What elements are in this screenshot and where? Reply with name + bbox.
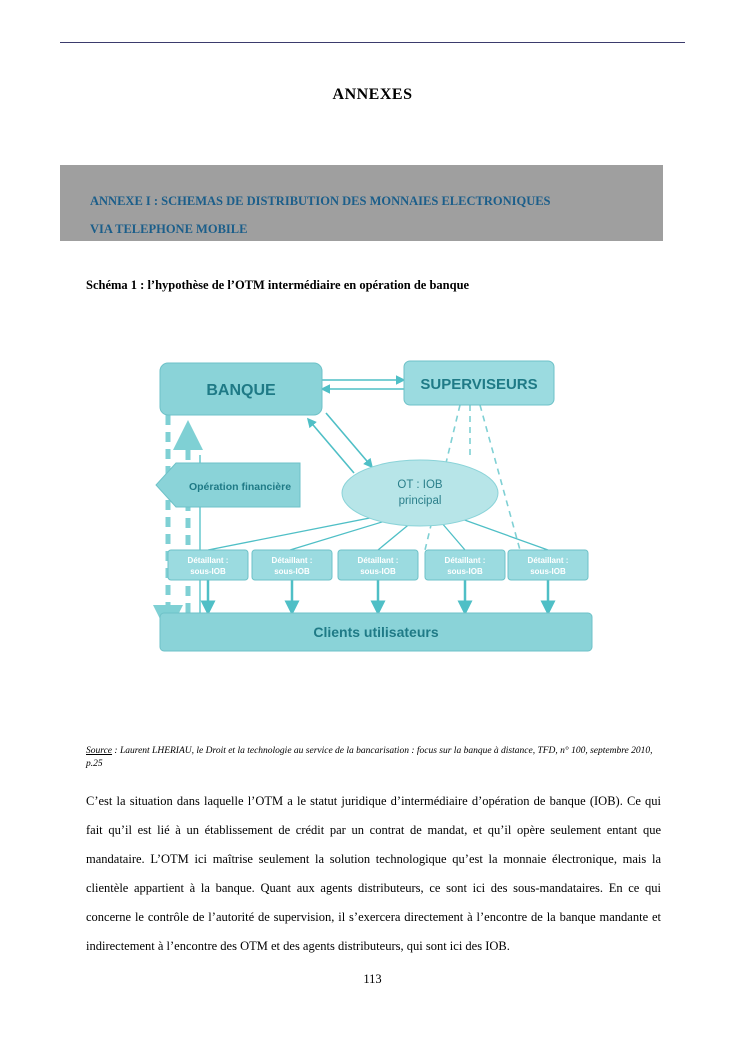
diagram-operation-arrow bbox=[156, 463, 300, 507]
source-note bbox=[86, 745, 661, 771]
diagram-retailer-2 bbox=[252, 550, 332, 580]
retailer-label-line2: sous-IOB bbox=[274, 567, 310, 576]
source-label: Source bbox=[86, 746, 113, 756]
diagram-ot-line1: OT : IOB bbox=[397, 479, 443, 491]
retailer-label-line2: sous-IOB bbox=[447, 567, 483, 576]
diagram-retailer-4 bbox=[425, 550, 505, 580]
diagram-supervisors-label: SUPERVISEURS bbox=[420, 376, 538, 393]
annexe-heading-line1: ANNEXE I : SCHEMAS DE DISTRIBUTION DES MONNAIES ELECTRONIQUES bbox=[90, 194, 551, 208]
retailer-label-line1: Détaillant : bbox=[444, 556, 486, 565]
diagram-bank-box bbox=[160, 363, 322, 415]
page-number: 113 bbox=[363, 972, 382, 986]
retailer-label-line1: Détaillant : bbox=[357, 556, 399, 565]
annexe-heading-band bbox=[60, 165, 663, 241]
page-title: ANNEXES bbox=[332, 86, 413, 103]
diagram-retailer-5 bbox=[508, 550, 588, 580]
diagram-ot-ellipse bbox=[342, 460, 498, 526]
diagram-supervisors-box bbox=[404, 361, 554, 405]
diagram-retailer-3 bbox=[338, 550, 418, 580]
annexe-heading-line2: VIA TELEPHONE MOBILE bbox=[90, 222, 248, 236]
diagram-clients-label: Clients utilisateurs bbox=[313, 624, 439, 640]
source-text: : Laurent LHERIAU, le Droit et la technologie au service de la bancarisation : focus sur la banque à distance, TFD, n° 100, septembre 2010, p.25 bbox=[86, 746, 653, 769]
retailer-label-line2: sous-IOB bbox=[530, 567, 566, 576]
retailer-label-line1: Détaillant : bbox=[187, 556, 229, 565]
annexe-heading-text bbox=[90, 187, 650, 243]
schema-figure bbox=[140, 345, 610, 675]
retailer-label-line2: sous-IOB bbox=[360, 567, 396, 576]
diagram-operation-label: Opération financière bbox=[188, 481, 292, 493]
retailer-label-line2: sous-IOB bbox=[190, 567, 226, 576]
schema-caption: Schéma 1 : l’hypothèse de l’OTM intermédiaire en opération de banque bbox=[86, 278, 470, 292]
diagram-bank-label: BANQUE bbox=[206, 382, 276, 399]
retailer-label-line1: Détaillant : bbox=[527, 556, 569, 565]
diagram-ot-line2: principal bbox=[398, 495, 442, 507]
header-rule bbox=[60, 42, 685, 43]
retailer-label-line1: Détaillant : bbox=[271, 556, 313, 565]
diagram-retailer-1 bbox=[168, 550, 248, 580]
body-paragraph: C’est la situation dans laquelle l’OTM a le statut juridique d’intermédiaire d’opération de banque (IOB). Ce qui fait qu’il est lié à un établissement de crédit par un contrat de mandat, et qu’il opère seulement entant que mandataire. L’OTM ici maîtrise seulement la solution technologique qu’est la monnaie électronique, mais la clientèle appartient à la banque. Quant aux agents distributeurs, ce sont ici des sous-mandataires. En ce qui concerne le contrôle de l’autorité de supervision, il s’exercera directement à l’encontre de la banque mandante et indirectement à l’encontre des OTM et des agents distributeurs, qui sont ici des IOB. bbox=[86, 794, 661, 953]
diagram-clients-box bbox=[160, 613, 592, 651]
